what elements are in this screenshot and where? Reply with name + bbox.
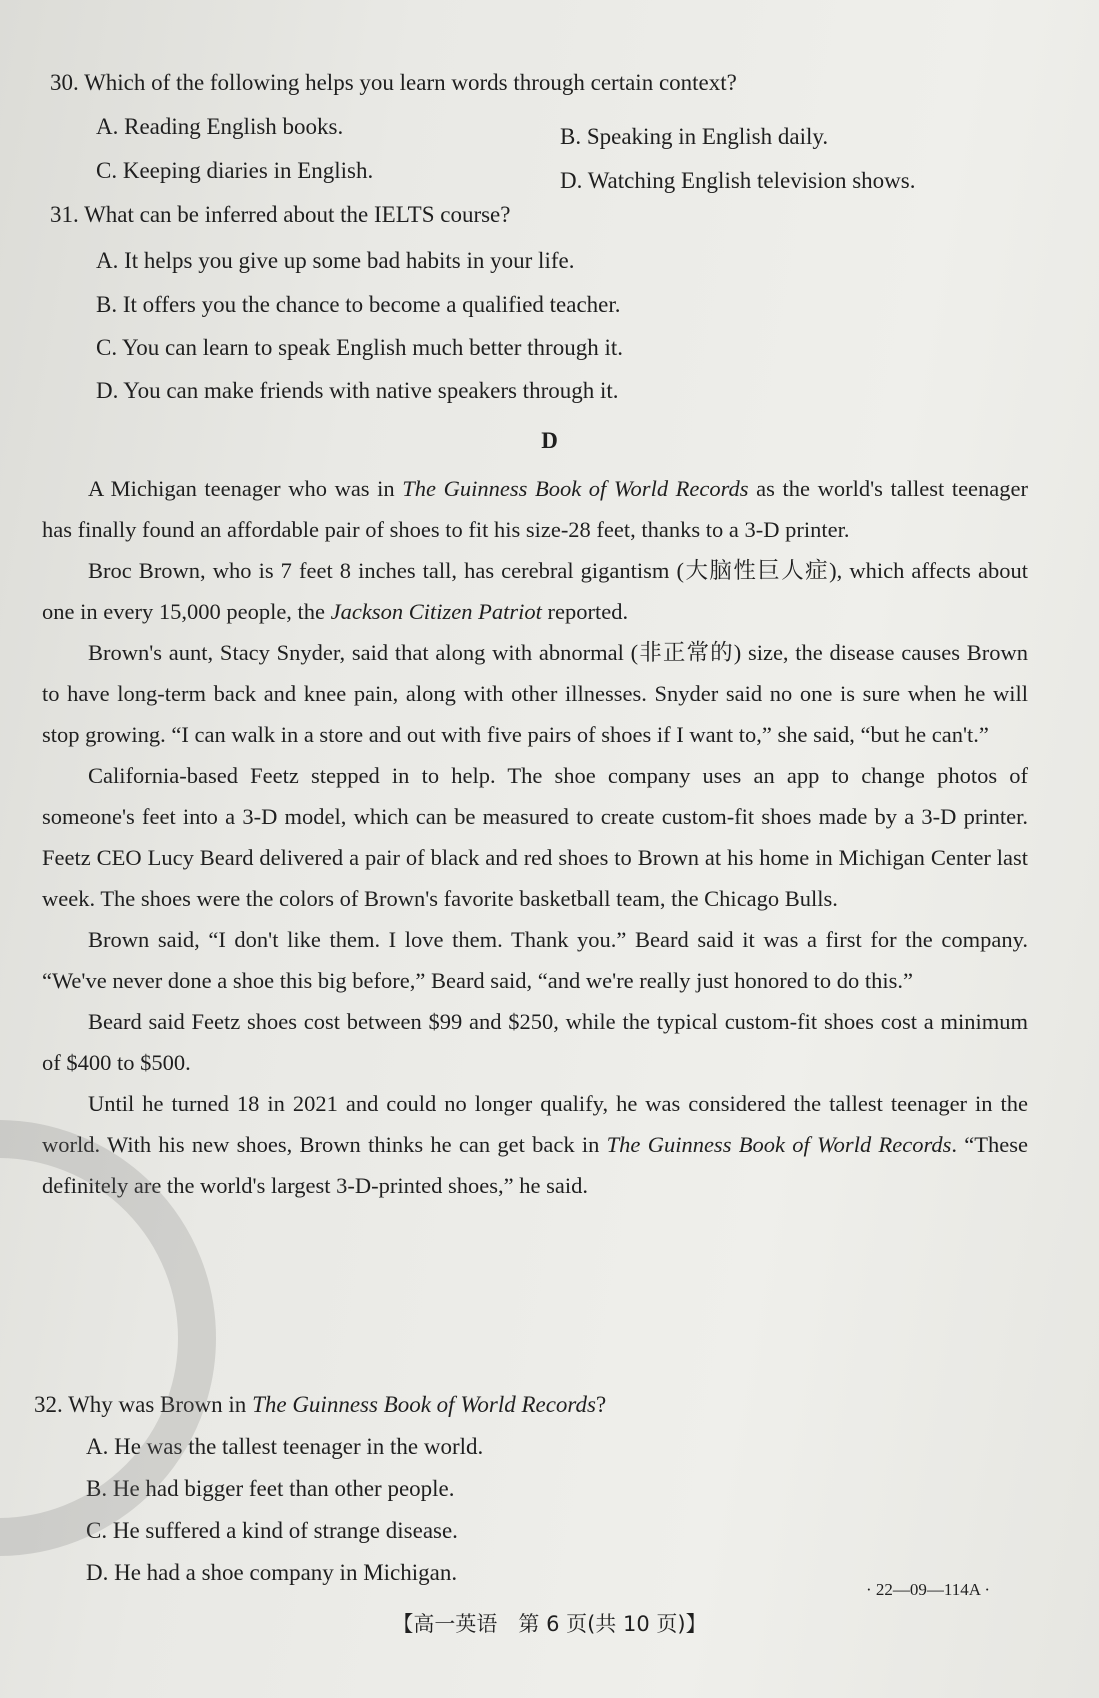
question-32-stem: 32. Why was Brown in The Guinness Book of World Records? — [34, 1392, 607, 1417]
question-32-option-b: B. He had bigger feet than other people. — [86, 1476, 455, 1501]
question-30-stem: 30. Which of the following helps you learn words through certain context? — [50, 70, 737, 95]
reading-passage — [42, 468, 1028, 1206]
question-32-option-c: C. He suffered a kind of strange disease. — [86, 1518, 458, 1543]
question-30-option-b: B. Speaking in English daily. — [560, 124, 829, 149]
passage-paragraph-3: Brown's aunt, Stacy Snyder, said that along with abnormal (非正常的) size, the disease causes Brown to have long-term back and knee pain, along with other illnesses. Snyder said no one is sure when he will stop growing. “I can walk in a store and out with five pairs of shoes if I want to,” she said, “but he can't.” — [42, 640, 1028, 747]
page-footer: 【高一英语 第 6 页(共 10 页)】 — [392, 1612, 707, 1636]
paper-code: · 22—09—114A · — [866, 1580, 991, 1599]
book-title: The Guinness Book of World Records — [402, 476, 749, 501]
question-32-option-a: A. He was the tallest teenager in the world. — [86, 1434, 484, 1459]
book-title: The Guinness Book of World Records — [606, 1132, 952, 1157]
passage-paragraph-7: Until he turned 18 in 2021 and could no longer qualify, he was considered the tallest teenager in the world. With his new shoes, Brown thinks he can get back in The Guinness Book of World Records. “These definitely are the world's largest 3-D-printed shoes,” he said. — [42, 1091, 1028, 1198]
newspaper-title: Jackson Citizen Patriot — [330, 599, 542, 624]
question-30-option-c: C. Keeping diaries in English. — [96, 158, 374, 183]
question-30-option-a: A. Reading English books. — [96, 114, 344, 139]
section-label: D — [541, 428, 558, 453]
question-31-option-a: A. It helps you give up some bad habits in your life. — [96, 248, 575, 273]
question-32-option-d: D. He had a shoe company in Michigan. — [86, 1560, 458, 1585]
passage-paragraph-6: Beard said Feetz shoes cost between $99 and $250, while the typical custom-fit shoes cost a minimum of $400 to $500. — [42, 1009, 1028, 1075]
question-31-stem: 31. What can be inferred about the IELTS course? — [50, 202, 511, 227]
passage-paragraph-5: Brown said, “I don't like them. I love them. Thank you.” Beard said it was a first for the company. “We've never done a shoe this big before,” Beard said, “and we're really just honored to do this.” — [42, 927, 1028, 993]
passage-paragraph-2: Broc Brown, who is 7 feet 8 inches tall, has cerebral gigantism (大脑性巨人症), which affects about one in every 15,000 people, the Jackson Citizen Patriot reported. — [42, 558, 1028, 624]
question-32 — [34, 1384, 606, 1594]
question-31-option-c: C. You can learn to speak English much better through it. — [96, 335, 624, 360]
question-30-option-d: D. Watching English television shows. — [560, 168, 916, 193]
passage-paragraph-1: A Michigan teenager who was in The Guinness Book of World Records as the world's tallest teenager has finally found an affordable pair of shoes to fit his size-28 feet, thanks to a 3-D printer. — [42, 476, 1029, 542]
question-31-option-b: B. It offers you the chance to become a qualified teacher. — [96, 292, 621, 317]
passage-paragraph-4: California-based Feetz stepped in to help. The shoe company uses an app to change photos of someone's feet into a 3-D model, which can be measured to create custom-fit shoes made by a 3-D printer. Feetz CEO Lucy Beard delivered a pair of black and red shoes to Brown at his home in Michigan Center last week. The shoes were the colors of Brown's favorite basketball team, the Chicago Bulls. — [42, 763, 1028, 911]
book-title: The Guinness Book of World Records — [252, 1392, 596, 1417]
question-31-option-d: D. You can make friends with native speakers through it. — [96, 378, 619, 403]
